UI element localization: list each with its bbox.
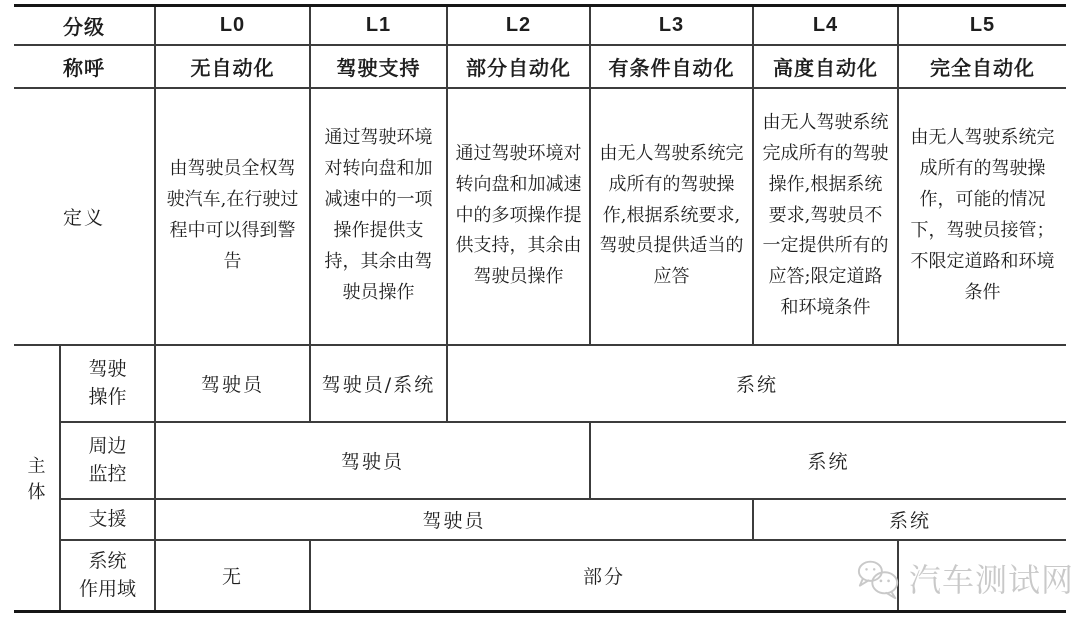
system-domain-row bbox=[14, 540, 1066, 612]
support-l4-l5: 系统 bbox=[753, 499, 1066, 540]
name-cell-l1: 驾驶支持 bbox=[310, 45, 447, 88]
surroundings-monitoring-l3-l5: 系统 bbox=[590, 422, 1066, 499]
label-line: 操作 bbox=[88, 386, 127, 408]
system-domain-l1-l4: 部分 bbox=[310, 540, 898, 612]
support-l0-l3: 驾驶员 bbox=[155, 499, 753, 540]
level-cell-l2: L2 bbox=[447, 6, 590, 45]
definition-cell-l4: 由无人驾驶系统完成所有的驾驶操作,根据系统要求,驾驶员不一定提供所有的应答;限定道路和环境条件 bbox=[753, 88, 898, 345]
name-cell-l3: 有条件自动化 bbox=[590, 45, 753, 88]
levels-row-label: 分级 bbox=[14, 6, 155, 45]
surroundings-monitoring-row bbox=[14, 422, 1066, 499]
surroundings-monitoring-label bbox=[60, 422, 155, 499]
support-label bbox=[60, 499, 155, 540]
name-cell-l0: 无自动化 bbox=[155, 45, 310, 88]
driving-operation-l2-l5: 系统 bbox=[447, 345, 1066, 422]
support-row bbox=[14, 499, 1066, 540]
level-cell-l5: L5 bbox=[898, 6, 1066, 45]
name-cell-l2: 部分自动化 bbox=[447, 45, 590, 88]
levels-row bbox=[14, 6, 1066, 45]
system-domain-l0: 无 bbox=[155, 540, 310, 612]
system-domain-l5 bbox=[898, 540, 1066, 612]
level-cell-l4: L4 bbox=[753, 6, 898, 45]
definitions-row-label: 定义 bbox=[14, 88, 155, 345]
label-line: 作用域 bbox=[78, 578, 136, 601]
surroundings-monitoring-l0-l2: 驾驶员 bbox=[155, 422, 590, 499]
label-line: 支援 bbox=[88, 507, 127, 530]
driving-operation-label bbox=[60, 345, 155, 422]
definition-cell-l5: 由无人驾驶系统完成所有的驾驶操作，可能的情况下，驾驶员接管；不限定道路和环境条件 bbox=[898, 88, 1066, 345]
name-cell-l5: 完全自动化 bbox=[898, 45, 1066, 88]
watermark-text: 汽车测试网 bbox=[909, 561, 1075, 599]
names-row bbox=[14, 45, 1066, 88]
automation-levels-table bbox=[14, 4, 1066, 613]
label-line: 系统 bbox=[88, 549, 127, 572]
driving-operation-l0: 驾驶员 bbox=[155, 345, 310, 422]
names-row-label: 称呼 bbox=[14, 45, 155, 88]
level-cell-l3: L3 bbox=[590, 6, 753, 45]
definition-cell-l1: 通过驾驶环境对转向盘和加减速中的一项操作提供支持，其余由驾驶员操作 bbox=[310, 88, 447, 345]
label-line: 驾驶 bbox=[88, 357, 127, 380]
definitions-row bbox=[14, 88, 1066, 345]
definition-cell-l3: 由无人驾驶系统完成所有的驾驶操作,根据系统要求,驾驶员提供适当的应答 bbox=[590, 88, 753, 345]
name-cell-l4: 高度自动化 bbox=[753, 45, 898, 88]
subject-label: 主体 bbox=[14, 345, 60, 612]
driving-operation-row bbox=[14, 345, 1066, 422]
definition-cell-l0: 由驾驶员全权驾驶汽车,在行驶过程中可以得到警告 bbox=[155, 88, 310, 345]
label-line: 监控 bbox=[88, 463, 127, 485]
definition-cell-l2: 通过驾驶环境对转向盘和加减速中的多项操作提供支持，其余由驾驶员操作 bbox=[447, 88, 590, 345]
level-cell-l1: L1 bbox=[310, 6, 447, 45]
driving-operation-l1: 驾驶员/系统 bbox=[310, 345, 447, 422]
level-cell-l0: L0 bbox=[155, 6, 310, 45]
system-domain-label bbox=[60, 540, 155, 612]
label-line: 周边 bbox=[88, 434, 127, 457]
